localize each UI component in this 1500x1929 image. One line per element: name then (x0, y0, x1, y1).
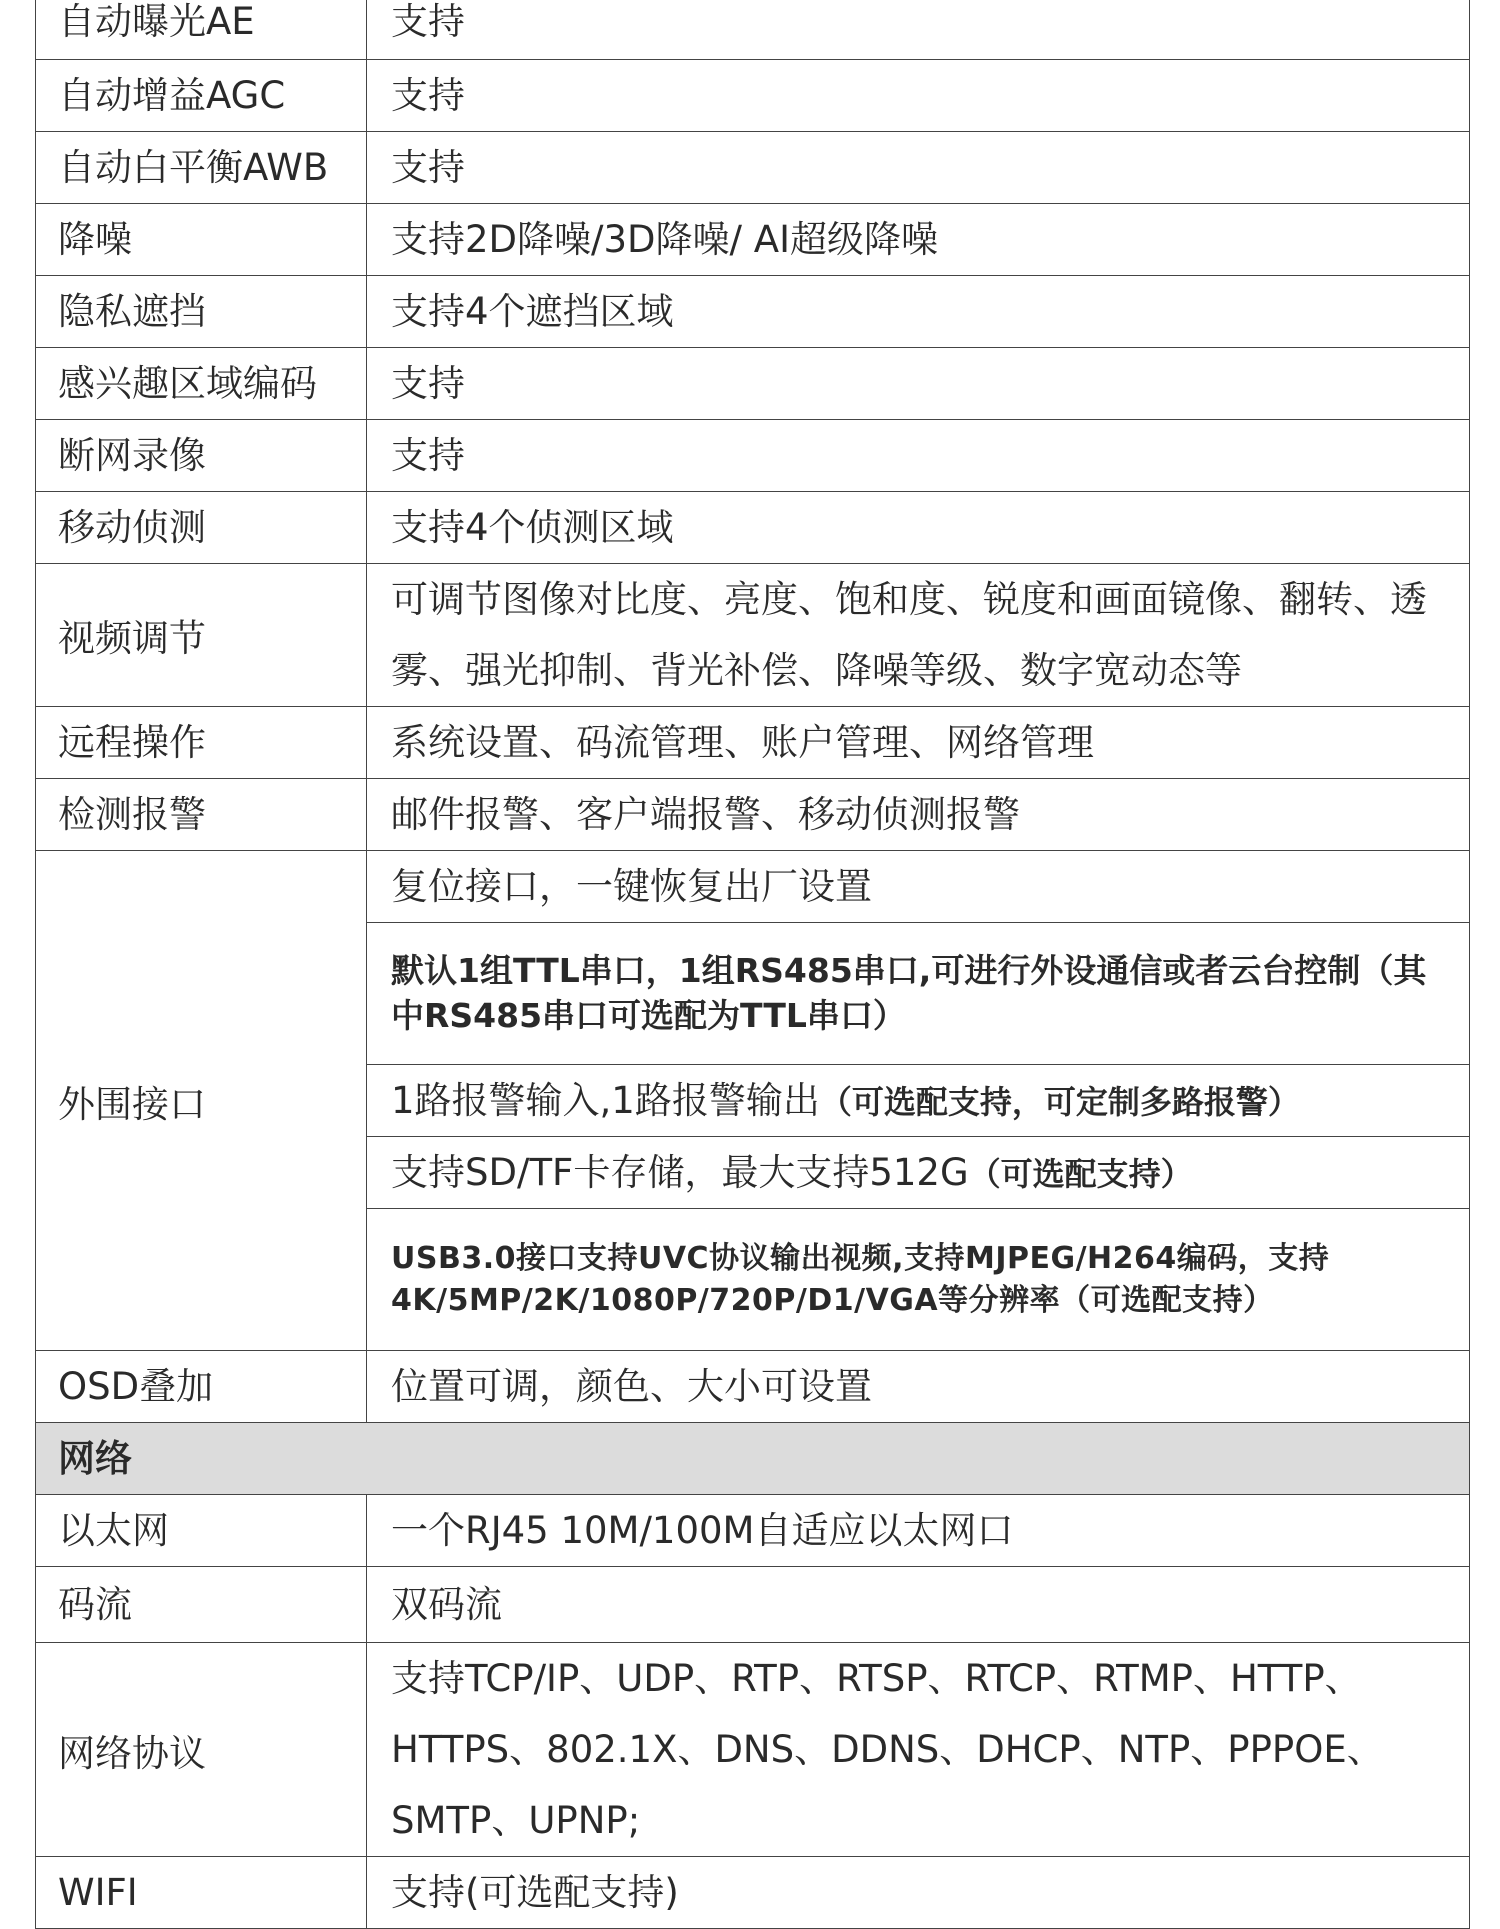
table-row (36, 132, 1470, 204)
row-key: 网络协议 (36, 1643, 367, 1857)
row-value: 位置可调，颜色、大小可设置 (367, 1351, 1470, 1423)
row-key: 视频调节 (36, 564, 367, 707)
table-row (36, 851, 1470, 923)
table-row (36, 1857, 1470, 1929)
table-row (36, 420, 1470, 492)
row-key: 检测报警 (36, 779, 367, 851)
row-value: 支持(可选配支持) (367, 1857, 1470, 1929)
row-value: 系统设置、码流管理、账户管理、网络管理 (367, 707, 1470, 779)
table-row (36, 492, 1470, 564)
interface-alarm-io (367, 1065, 1470, 1137)
row-key: 远程操作 (36, 707, 367, 779)
row-key: WIFI (36, 1857, 367, 1929)
table-row (36, 1643, 1470, 1857)
row-key: 移动侦测 (36, 492, 367, 564)
row-value: 支持4个遮挡区域 (367, 276, 1470, 348)
interface-storage (367, 1137, 1470, 1209)
row-key: 以太网 (36, 1495, 367, 1567)
table-row (36, 276, 1470, 348)
interface-alarm-io-text: 1路报警输入,1路报警输出 (391, 1078, 820, 1122)
interface-reset: 复位接口，一键恢复出厂设置 (367, 851, 1470, 923)
section-header-network (36, 1423, 1470, 1495)
row-key: 隐私遮挡 (36, 276, 367, 348)
table-row (36, 1567, 1470, 1643)
row-key: 自动曝光AE (36, 0, 367, 60)
row-value: 支持TCP/IP、UDP、RTP、RTSP、RTCP、RTMP、HTTP、HTTPS、802.1X、DNS、DDNS、DHCP、NTP、PPPOE、SMTP、UPNP; (367, 1643, 1470, 1857)
row-key: 断网录像 (36, 420, 367, 492)
row-value: 一个RJ45 10M/100M自适应以太网口 (367, 1495, 1470, 1567)
row-value: 可调节图像对比度、亮度、饱和度、锐度和画面镜像、翻转、透雾、强光抑制、背光补偿、降噪等级、数字宽动态等 (367, 564, 1470, 707)
row-key: 自动增益AGC (36, 60, 367, 132)
row-key: 自动白平衡AWB (36, 132, 367, 204)
row-value: 支持4个侦测区域 (367, 492, 1470, 564)
row-value: 支持 (367, 60, 1470, 132)
row-key: 外围接口 (36, 851, 367, 1351)
row-value: 支持 (367, 0, 1470, 60)
row-key: 降噪 (36, 204, 367, 276)
table-row (36, 0, 1470, 60)
interface-storage-text: 支持SD/TF卡存储，最大支持512G (391, 1150, 969, 1194)
table-row (36, 779, 1470, 851)
table-row (36, 204, 1470, 276)
row-value: 支持 (367, 348, 1470, 420)
table-row (36, 564, 1470, 707)
table-row (36, 1351, 1470, 1423)
row-value: 支持2D降噪/3D降噪/ AI超级降噪 (367, 204, 1470, 276)
row-key: 码流 (36, 1567, 367, 1643)
interface-usb (367, 1209, 1470, 1351)
interface-storage-note: （可选配支持） (968, 1154, 1193, 1193)
interface-serial (367, 923, 1470, 1065)
row-value: 支持 (367, 420, 1470, 492)
section-title: 网络 (36, 1423, 1470, 1495)
row-value: 支持 (367, 132, 1470, 204)
spec-table (35, 0, 1470, 1929)
row-key: OSD叠加 (36, 1351, 367, 1423)
interface-alarm-io-note: （可选配支持，可定制多路报警） (819, 1082, 1300, 1121)
row-value: 双码流 (367, 1567, 1470, 1643)
row-value: 邮件报警、客户端报警、移动侦测报警 (367, 779, 1470, 851)
table-row (36, 1495, 1470, 1567)
interface-serial-text: 默认1组TTL串口，1组RS485串口,可进行外设通信或者云台控制（其中RS485串口可选配为TTL串口） (391, 950, 1427, 1035)
row-key: 感兴趣区域编码 (36, 348, 367, 420)
table-row (36, 707, 1470, 779)
interface-usb-text: USB3.0接口支持UVC协议输出视频,支持MJPEG/H264编码，支持4K/5MP/2K/1080P/720P/D1/VGA等分辨率（可选配支持） (391, 1240, 1330, 1318)
table-row (36, 348, 1470, 420)
table-row (36, 60, 1470, 132)
